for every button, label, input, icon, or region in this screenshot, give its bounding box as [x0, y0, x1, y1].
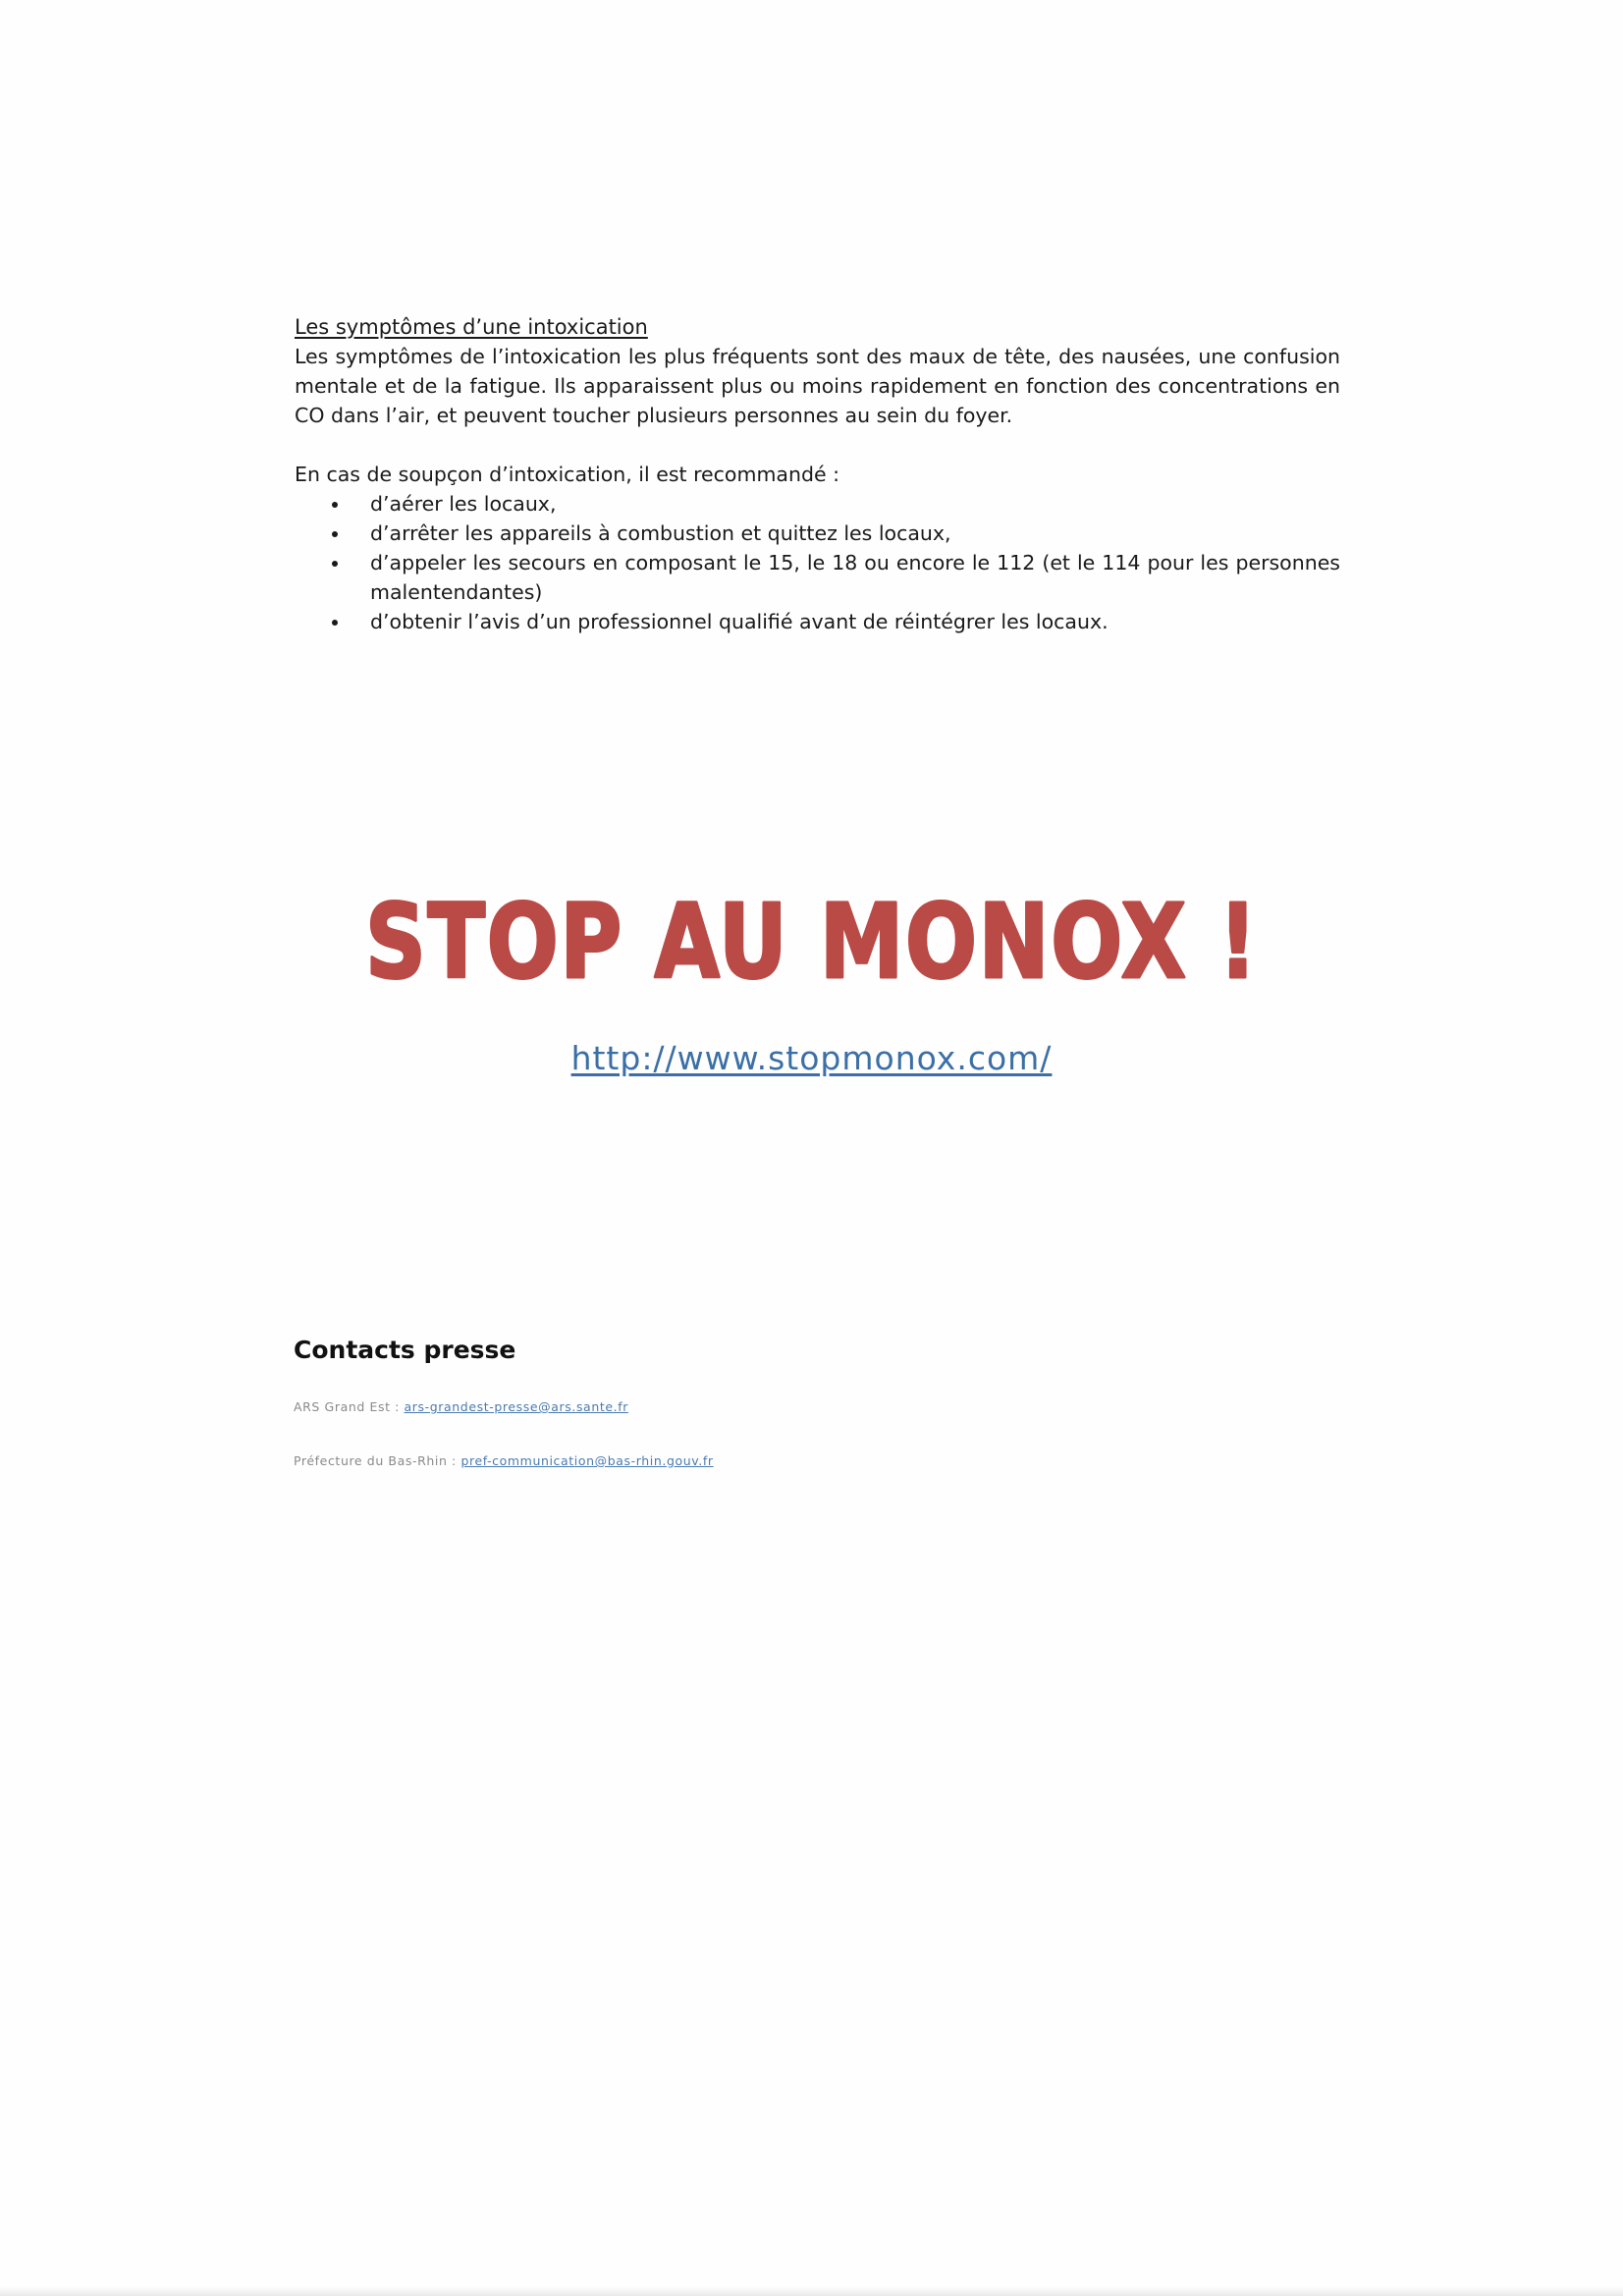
list-item: [295, 489, 1340, 519]
symptoms-section: [295, 312, 1340, 636]
bullet-icon: [332, 561, 338, 567]
contact-entry-ars: [294, 1399, 1177, 1414]
contact-label: Préfecture du Bas-Rhin :: [294, 1453, 461, 1468]
section-title-symptoms: Les symptômes d’une intoxication: [295, 315, 648, 339]
list-item: [295, 607, 1340, 636]
stop-au-monox-logo: [0, 879, 1623, 1002]
list-item-text: d’appeler les secours en composant le 15, le 18 ou encore le 112 (et le 114 pour les personnes malentendantes): [370, 551, 1340, 604]
list-item-text: d’obtenir l’avis d’un professionnel qualifié avant de réintégrer les locaux.: [370, 610, 1109, 633]
bullet-icon: [332, 620, 338, 626]
symptoms-paragraph: Les symptômes de l’intoxication les plus fréquents sont des maux de tête, des nausées, une confusion mentale et de la fatigue. Ils apparaissent plus ou moins rapidement en fonction des concentrations en CO dans l’air, et peuvent toucher plusieurs personnes au sein du foyer.: [295, 345, 1340, 427]
contact-label: ARS Grand Est :: [294, 1399, 405, 1414]
recommendations-intro: En cas de soupçon d’intoxication, il est recommandé :: [295, 463, 840, 486]
list-item-text: d’aérer les locaux,: [370, 492, 557, 516]
bullet-icon: [332, 502, 338, 508]
list-item-text: d’arrêter les appareils à combustion et quittez les locaux,: [370, 521, 951, 545]
scan-bottom-edge: [0, 2286, 1623, 2296]
recommendations-list: [295, 489, 1340, 636]
contact-email-link[interactable]: pref-communication@bas-rhin.gouv.fr: [460, 1453, 714, 1468]
paragraph-spacer: [295, 430, 1340, 460]
contacts-title: Contacts presse: [294, 1336, 516, 1364]
list-item: [295, 519, 1340, 548]
contact-entry-prefecture: [294, 1453, 1177, 1468]
logo-text: STOP AU MONOX !: [364, 882, 1259, 1002]
logo-graphic: [351, 879, 1273, 1002]
bullet-icon: [332, 531, 338, 537]
list-item: [295, 548, 1340, 607]
press-contacts: [294, 1336, 1177, 1507]
campaign-website-link[interactable]: http://www.stopmonox.com/: [570, 1039, 1053, 1077]
contact-email-link[interactable]: ars-grandest-presse@ars.sante.fr: [404, 1399, 628, 1414]
